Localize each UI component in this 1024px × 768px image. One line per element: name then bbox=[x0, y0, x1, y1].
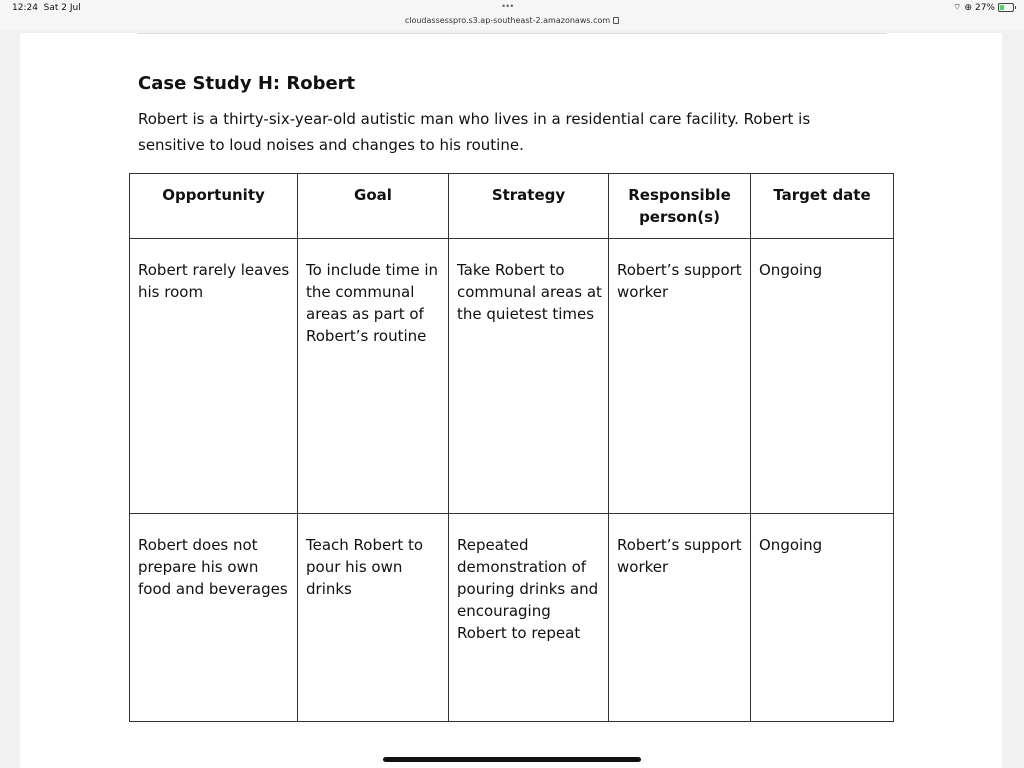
wifi-icon: ⌔ bbox=[952, 3, 962, 13]
table-header-row bbox=[130, 174, 894, 239]
cell-target-date: Ongoing bbox=[751, 514, 894, 722]
orientation-lock-icon: ⊕ bbox=[964, 2, 972, 13]
table-row bbox=[130, 514, 894, 722]
cell-goal: To include time in the communal areas as part of Robert’s routine bbox=[298, 239, 449, 514]
support-plan-table bbox=[129, 173, 894, 722]
status-right bbox=[953, 2, 1014, 13]
header-responsible: Responsible person(s) bbox=[609, 174, 751, 239]
status-bar bbox=[0, 0, 1024, 30]
url-text[interactable]: cloudassesspro.s3.ap-southeast-2.amazonaws.com bbox=[404, 16, 611, 25]
header-opportunity: Opportunity bbox=[130, 174, 298, 239]
date-text: Sat 2 Jul bbox=[43, 3, 81, 13]
battery-percent: 27% bbox=[974, 2, 995, 13]
url-bar[interactable] bbox=[0, 16, 1024, 25]
header-goal: Goal bbox=[298, 174, 449, 239]
divider bbox=[137, 33, 887, 34]
time-text: 12:24 bbox=[12, 3, 38, 13]
cell-goal: Teach Robert to pour his own drinks bbox=[298, 514, 449, 722]
case-description: Robert is a thirty-six-year-old autistic man who lives in a residential care facility. Robert is sensitive to loud noises and changes to his routine. bbox=[138, 110, 811, 154]
lock-icon bbox=[613, 17, 619, 24]
cell-opportunity: Robert does not prepare his own food and beverages bbox=[130, 514, 298, 722]
battery-icon bbox=[998, 3, 1014, 12]
page-title: Case Study H: Robert bbox=[138, 73, 356, 94]
home-indicator[interactable] bbox=[383, 757, 641, 762]
cell-opportunity: Robert rarely leaves his room bbox=[130, 239, 298, 514]
multitasking-dots-icon[interactable]: ••• bbox=[502, 1, 515, 11]
cell-responsible: Robert’s support worker bbox=[609, 514, 751, 722]
status-time bbox=[12, 3, 81, 13]
cell-responsible: Robert’s support worker bbox=[609, 239, 751, 514]
header-strategy: Strategy bbox=[449, 174, 609, 239]
header-target-date: Target date bbox=[751, 174, 894, 239]
cell-target-date: Ongoing bbox=[751, 239, 894, 514]
cell-strategy: Repeated demonstration of pouring drinks and encouraging Robert to repeat bbox=[449, 514, 609, 722]
cell-strategy: Take Robert to communal areas at the quietest times bbox=[449, 239, 609, 514]
table-row bbox=[130, 239, 894, 514]
